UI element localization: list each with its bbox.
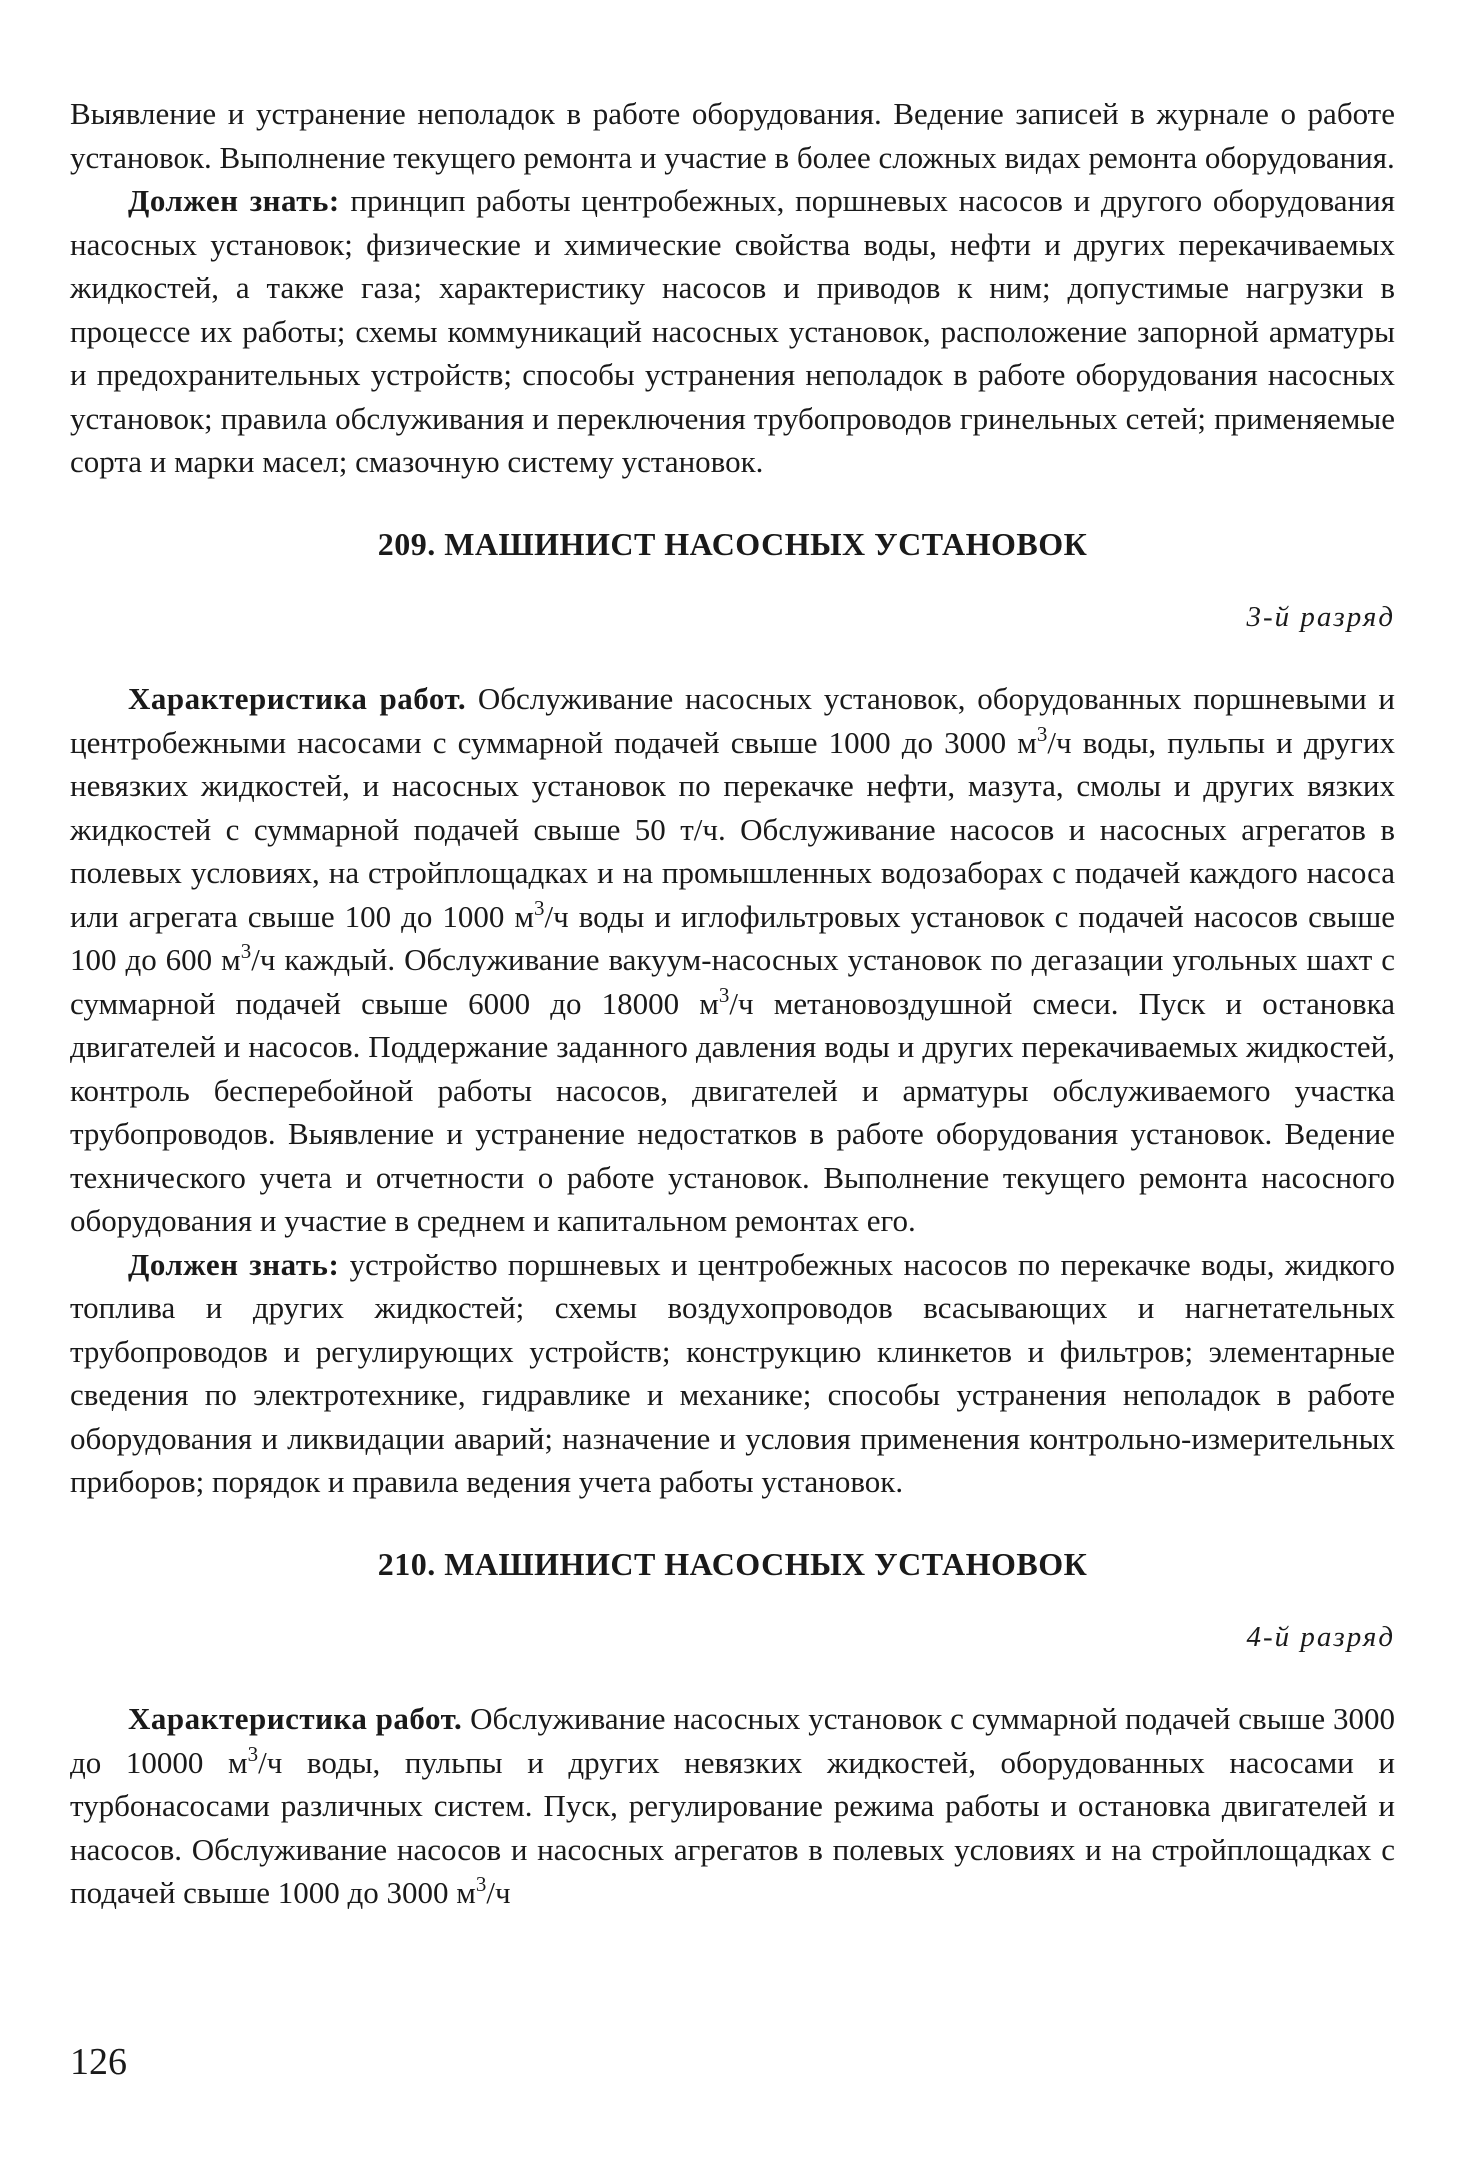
section-210-work-text-3: /ч [486,1875,511,1910]
knowledge-lead: Должен знать: [128,183,340,218]
section-209-work-text-3: /ч воды и иглофильтровых установок с подачей насосов свыше 100 до 600 м [70,898,1396,977]
section-210-title: 210. МАШИНИСТ НАСОСНЫХ УСТАНОВОК [377,1545,1088,1582]
section-209-knowledge-lead: Должен знать: [128,1246,340,1282]
section-209-title: 209. МАШИНИСТ НАСОСНЫХ УСТАНОВОК [377,525,1088,562]
section-210-work-lead: Характеристика работ. [128,1701,463,1736]
continuation-text: Выявление и устранение неполадок в работе оборудования. Ведение записей в журнале о работе установок. Выполнение текущего ремонта и участие в более сложных видах ремонта оборудования. [70,96,1395,175]
section-209-knowledge-paragraph [70,1243,1395,1504]
section-209-work-lead: Характеристика работ. [128,681,467,716]
section-209-work-text-5: /ч метановоздушной смеси. Пуск и остановка двигателей и насосов. Поддержание заданного давления воды и других перекачиваемых жидкостей, контроль бесперебойной работы насосов, двигателей и арматуры обслуживаемого участка трубопроводов. Выявление и устранение недостатков в работе оборудования установок. Ведение технического учета и отчетности о работе установок. Выполнение текущего ремонта насосного оборудования и участие в среднем и капитальном ремонтах его. [70,985,1396,1238]
section-209-grade: 3-й разряд [1246,600,1395,633]
page-number: 126 [70,2041,127,2083]
superscript-3: 3 [240,939,252,963]
page-content [70,92,1395,1915]
section-209-work-text-1: Обслуживание насосных установок, оборудованных поршневыми и центробежными насосами с суммарной подачей свыше 1000 до 3000 м [70,681,1395,760]
superscript-3: 3 [534,895,545,920]
section-209-work-text-2: /ч воды, пульпы и других невязких жидкостей, и насосных установок по перекачке нефти, мазута, смолы и других вязких жидкостей с суммарной подачей свыше 50 т/ч. Обслуживание насосов и насосных агрегатов в полевых условиях, на стройплощадках и на промышленных водозаборах с подачей каждого насоса или агрегата свыше 100 до 1000 м [70,724,1395,934]
superscript-3: 3 [718,982,730,1007]
section-210-work-paragraph [70,1697,1395,1915]
section-209-knowledge-text: устройство поршневых и центробежных насосов по перекачке воды, жидкого топлива и других жидкостей; схемы воздухопроводов всасывающих и нагнетательных трубопроводов и регулирующих устройств; конструкцию клинкетов и фильтров; элементарные сведения по электротехнике, гидравлике и механике; способы устранения неполадок в работе оборудования и ликвидации аварий; назначение и условия применения контрольно-измерительных приборов; порядок и правила ведения учета работы установок. [70,1246,1395,1499]
section-209-work-text-4: /ч каждый. Обслуживание вакуум-насосных установок по дегазации угольных шахт с суммарной подачей свыше 6000 до 18000 м [70,942,1395,1021]
section-210-work-text-1: Обслуживание насосных установок с суммарной подачей свыше 3000 до 10000 м [70,1701,1396,1780]
section-210-grade: 4-й разряд [1246,1620,1395,1653]
section-209-work-paragraph [70,677,1395,1243]
knowledge-paragraph-prev [70,179,1395,484]
superscript-3: 3 [1036,721,1048,746]
section-210-work-text-2: /ч воды, пульпы и других невязких жидкостей, оборудованных насосами и турбонасосами различных систем. Пуск, регулирование режима работы и остановка двигателей и насосов. Обслуживание насосов и насосных агрегатов в полевых условиях и на стройплощадках с подачей свыше 1000 до 3000 м [70,1744,1396,1910]
superscript-3: 3 [475,1872,487,1896]
superscript-3: 3 [247,1741,259,1766]
knowledge-text: принцип работы центробежных, поршневых насосов и другого оборудования насосных установок; физические и химические свойства воды, нефти и других перекачиваемых жидкостей, а также газа; характеристику насосов и приводов к ним; допустимые нагрузки в процессе их работы; схемы коммуникаций насосных установок, расположение запорной арматуры и предохранительных устройств; способы устранения неполадок в работе оборудования насосных установок; правила обслуживания и переключения трубопроводов гринельных сетей; применяемые сорта и марки масел; смазочную систему установок. [70,183,1395,479]
continuation-paragraph [70,92,1395,179]
